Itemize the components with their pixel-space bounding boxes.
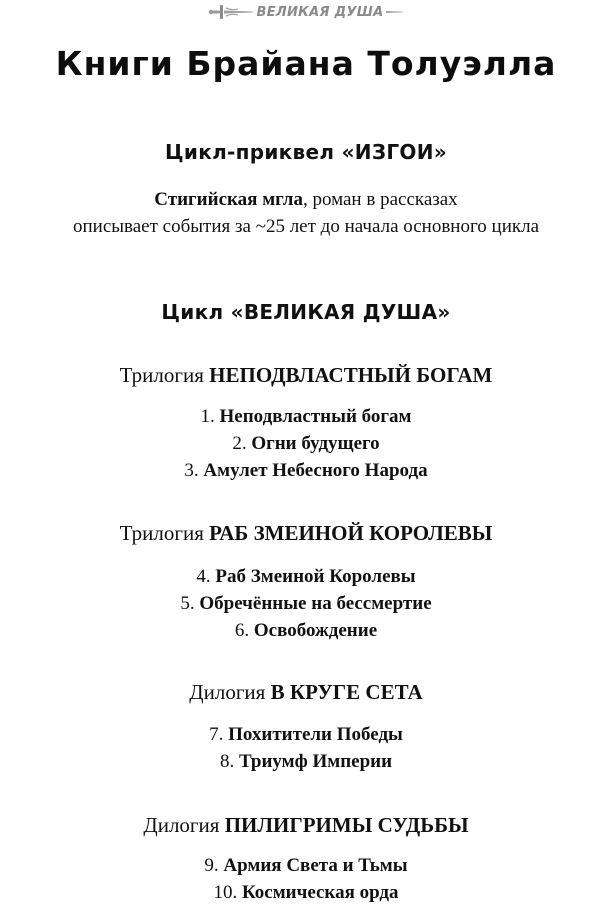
list-item <box>0 617 612 644</box>
sword-tip-icon <box>386 7 404 17</box>
book-title: Амулет Небесного Народа <box>203 460 428 481</box>
book-number: 1. <box>200 406 215 427</box>
group-name: В КРУГЕ СЕТА <box>270 680 423 704</box>
book-list <box>0 403 612 484</box>
group-name: ПИЛИГРИМЫ СУДЬБЫ <box>224 813 469 837</box>
series-logo-text: ВЕЛИКАЯ ДУША <box>256 4 384 20</box>
book-list <box>0 852 612 906</box>
book-title: Неподвластный богам <box>219 406 412 427</box>
list-item <box>0 879 612 906</box>
prequel-note: описывает события за ~25 лет до начала основного цикла <box>72 216 540 237</box>
book-number: 4. <box>196 566 211 587</box>
book-number: 8. <box>219 751 235 772</box>
group-title <box>0 363 612 388</box>
list-item <box>0 852 612 879</box>
group-kind: Трилогия <box>119 363 204 387</box>
list-item <box>0 590 612 617</box>
series-logo <box>0 4 612 20</box>
book-number: 6. <box>234 620 250 641</box>
book-title: Триумф Империи <box>238 751 393 772</box>
book-title: Похитители Победы <box>228 724 403 745</box>
group-kind: Дилогия <box>143 813 220 837</box>
prequel-description <box>0 186 612 240</box>
book-title: Космическая орда <box>241 882 399 903</box>
group-name: РАБ ЗМЕИНОЙ КОРОЛЕВЫ <box>209 521 493 545</box>
prequel-book-suffix: , роман в рассказах <box>302 189 458 210</box>
book-number: 10. <box>213 882 238 903</box>
prequel-book-title: Стигийская мгла <box>154 189 303 210</box>
book-title: Обречённые на бессмертие <box>199 593 432 614</box>
list-item <box>0 457 612 484</box>
list-item <box>0 721 612 748</box>
page-title: Книги Брайана Толуэлла <box>55 44 557 83</box>
group-title <box>0 521 612 546</box>
list-item <box>0 563 612 590</box>
group-kind: Дилогия <box>189 680 266 704</box>
list-item <box>0 430 612 457</box>
sword-icon <box>208 4 254 20</box>
book-number: 9. <box>204 855 219 876</box>
book-number: 2. <box>232 433 247 454</box>
group-name: НЕПОДВЛАСТНЫЙ БОГАМ <box>209 363 493 387</box>
book-list <box>0 563 612 644</box>
book-title: Армия Света и Тьмы <box>223 855 408 876</box>
list-item <box>0 748 612 775</box>
list-item <box>0 403 612 430</box>
book-list <box>0 721 612 775</box>
book-title: Огни будущего <box>251 433 380 454</box>
prequel-book-line <box>0 186 612 213</box>
book-title: Раб Змеиной Королевы <box>215 566 416 587</box>
group-title <box>0 813 612 838</box>
main-cycle-section-title: Цикл «ВЕЛИКАЯ ДУША» <box>161 300 451 324</box>
book-title: Освобождение <box>253 620 378 641</box>
group-title <box>0 680 612 705</box>
prequel-section-title: Цикл-приквел «ИЗГОИ» <box>165 140 447 164</box>
book-number: 7. <box>209 724 224 745</box>
group-kind: Трилогия <box>119 521 204 545</box>
book-number: 3. <box>184 460 199 481</box>
book-number: 5. <box>180 593 195 614</box>
